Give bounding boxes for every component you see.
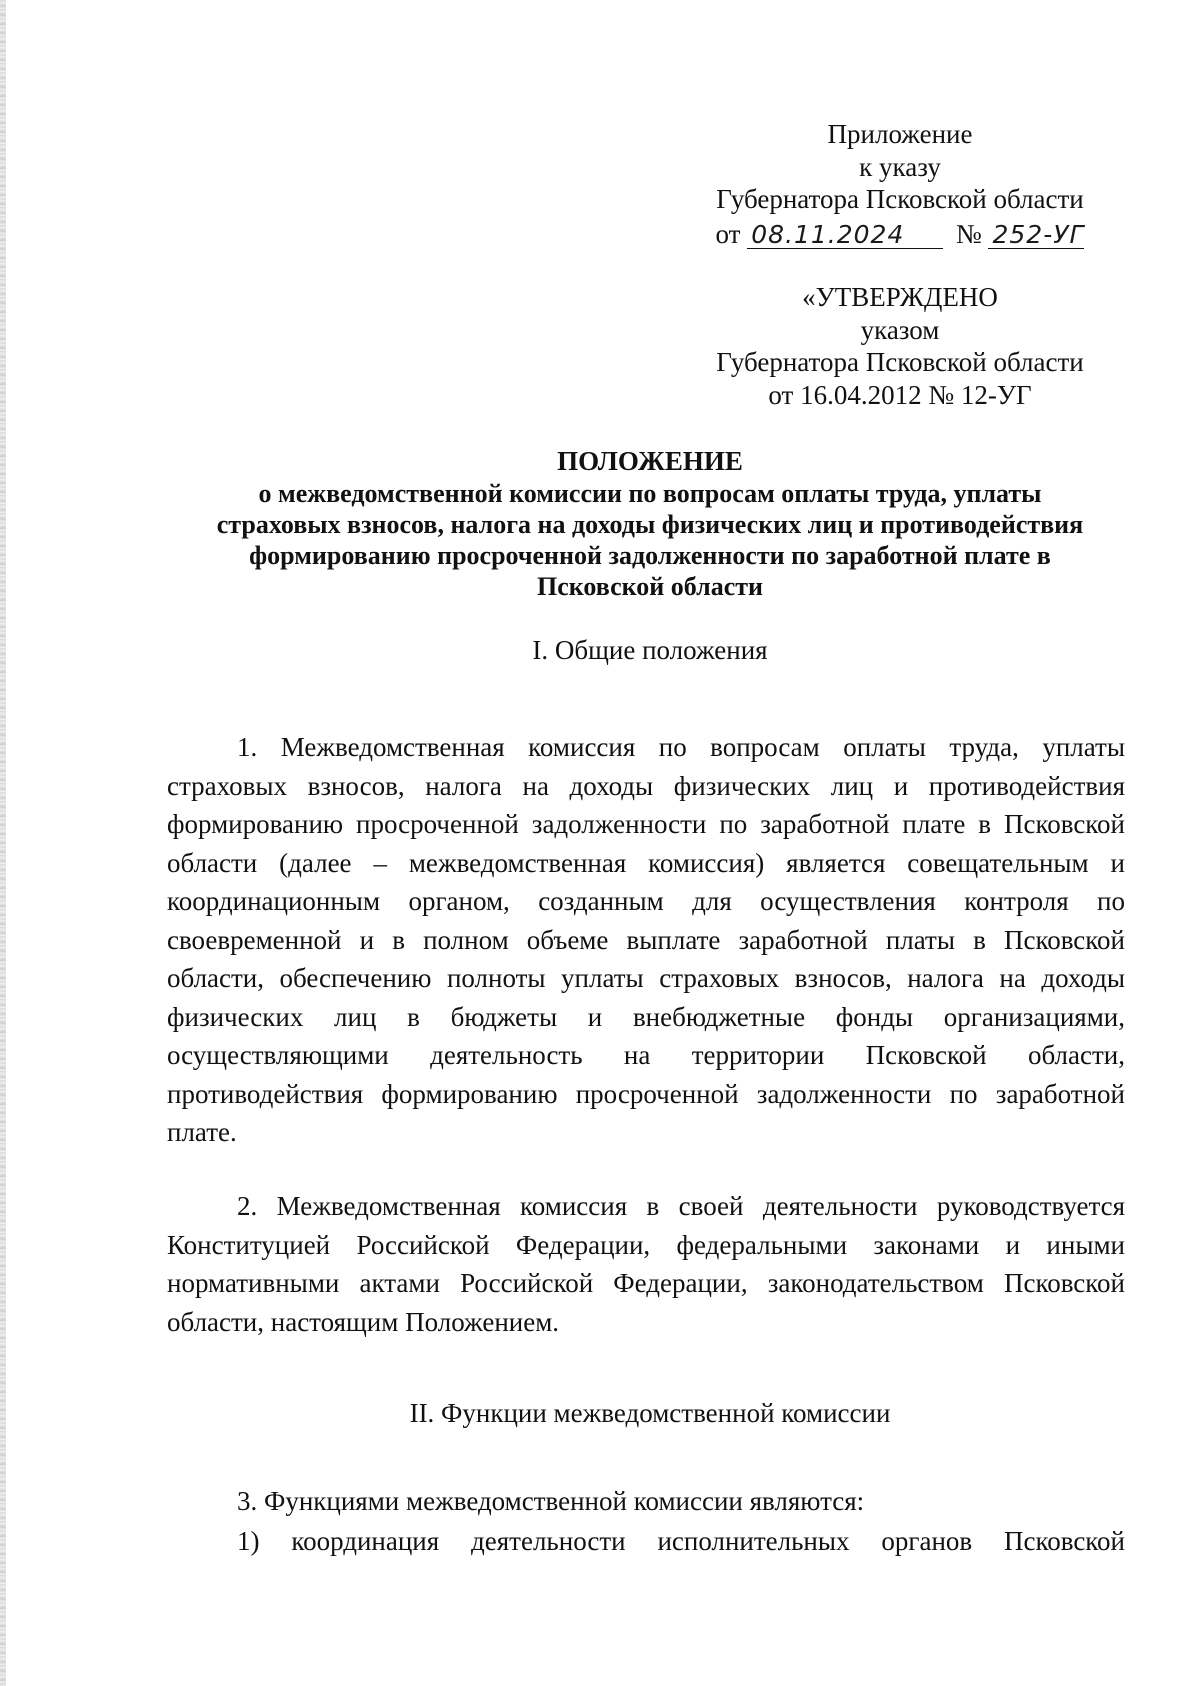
paragraph-4: 1) координация деятельности исполнительных органов Псковской <box>237 1526 1125 1556</box>
approval-stamp-text <box>690 281 1110 411</box>
appendix-authority: Губернатора Псковской области <box>716 184 1084 214</box>
number-label: № <box>955 218 982 249</box>
appendix-ref: к указу <box>859 151 941 182</box>
approved-authority: Губернатора Псковской области <box>716 347 1084 377</box>
title-main: ПОЛОЖЕНИЕ <box>557 446 743 476</box>
number-blank <box>988 221 1084 249</box>
appendix-title: Приложение <box>827 119 973 149</box>
paragraph-1: 1. Межведомственная комиссия по вопросам оплаты труда, уплаты страховых взносов, налога на доходы физических лиц и противодействия формированию просроченной задолженности по заработной плате в Псковской области (далее – межведомственная комиссия) является совещательным и координационным органом, созданным для осуществления контроля по своевременной и в полном объеме выплате заработной платы в Псковской области, обеспечению полноты уплаты страховых взносов, налога на доходы физических лиц в бюджеты и внебюджетные фонды организациями, осуществляющими деятельность на территории Псковской области, противодействия формированию просроченной задолженности по заработной плате. <box>167 732 1125 1147</box>
paragraph-3: 3. Функциями межведомственной комиссии являются: <box>237 1486 865 1516</box>
approved-label: «УТВЕРЖДЕНО <box>802 282 998 312</box>
section-1-heading: I. Общие положения <box>532 635 768 665</box>
title-line-3: формированию просроченной задолженности по заработной плате в <box>249 541 1051 570</box>
handwritten-number: 252-УГ <box>992 219 1085 249</box>
handwritten-date: 08.11.2024 <box>751 219 905 249</box>
title-line-1: о межведомственной комиссии по вопросам оплаты труда, уплаты <box>258 479 1042 508</box>
date-blank <box>747 221 943 249</box>
appendix-date-number <box>690 216 1110 251</box>
appendix-header <box>690 118 1110 250</box>
approved-by: указом <box>860 314 940 345</box>
paragraph-2: 2. Межведомственная комиссия в своей деятельности руководствуется Конституцией Российской Федерации, федеральными законами и иными нормативными актами Российской Федерации, законодательством Псковской области, настоящим Положением. <box>167 1191 1125 1337</box>
section-2-heading: II. Функции межведомственной комиссии <box>409 1398 891 1428</box>
from-label: от <box>715 218 741 249</box>
approved-date-number: от 16.04.2012 № 12-УГ <box>768 379 1032 410</box>
scan-edge <box>0 0 6 1686</box>
title-line-4: Псковской области <box>536 572 763 601</box>
document-title <box>150 444 1150 602</box>
title-line-2: страховых взносов, налога на доходы физических лиц и противодействия <box>216 510 1084 539</box>
